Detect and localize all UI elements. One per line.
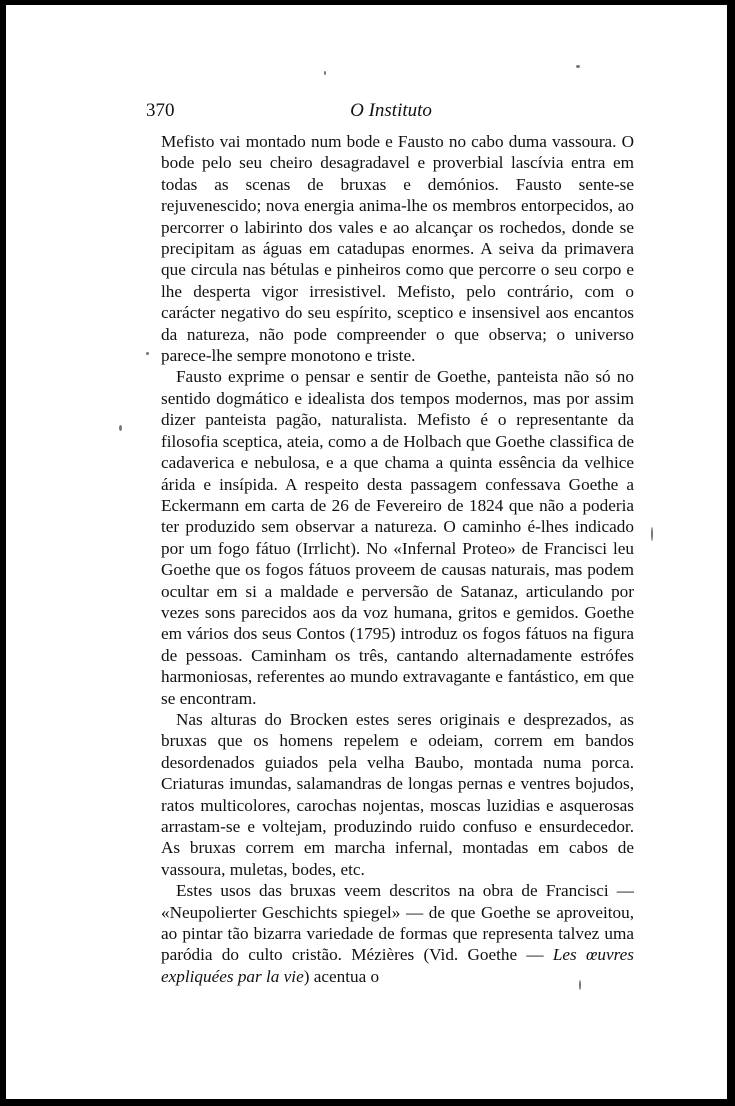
paragraph-1: Mefisto vai montado num bode e Fausto no cabo duma vassoura. O bode pelo seu cheiro desagradavel e proverbial lascívia entra em todas as scenas de bruxas e demónios. Fausto sente-se rejuvenescido; nova energia anima-lhe os membros entorpecidos, ao percorrer o labirinto dos vales e ao alcançar os rochedos, donde se precipitam as águas em catadupas enormes. A seiva da primavera que circula nas bétulas e pinheiros como que percorre o seu corpo e lhe desperta vigor irresistivel. Mefisto, pelo contrário, com o carácter negativo do seu espírito, sceptico e insensivel aos encantos da natureza, não pode compreender o que observa; o universo parece-lhe sempre monotono e triste. — [161, 132, 634, 366]
paper-speck — [651, 527, 653, 541]
paper-speck — [579, 980, 581, 990]
paper-speck — [119, 425, 122, 431]
page-number: 370 — [146, 100, 175, 121]
paragraph-4 — [161, 880, 634, 987]
paragraph-3: Nas alturas do Brocken estes seres originais e desprezados, as bruxas que os homens repelem e odeiam, correm em bandos desordenados guiados pela velha Baubo, montada numa porca. Criaturas imundas, salamandras de longas pernas e ventres bojudos, ratos multicolores, carochas nojentas, moscas luzidias e asquerosas arrastam-se e voltejam, produzindo ruido confuso e ensurdecedor. As bruxas correm em marcha infernal, montadas em cabos de vassoura, muletas, bodes, etc. — [161, 709, 634, 879]
paragraph-4-text-before: Estes usos das bruxas veem descritos na obra de Francisci — «Neupolierter Geschichts spiegel» — de que Goethe se aproveitou, ao pintar tão bizarra variedade de formas que representa talvez uma paródia do culto cristão. Mézières (Vid. Goethe — — [161, 881, 634, 965]
paper-speck — [324, 71, 326, 75]
paper-speck — [146, 352, 149, 355]
page-header — [146, 100, 636, 130]
paragraph-2: Fausto exprime o pensar e sentir de Goethe, panteista não só no sentido dogmático e idealista dos tempos modernos, mas por assim dizer panteista pagão, naturalista. Mefisto é o representante da filosofia sceptica, ateia, como a de Holbach que Goethe classifica de cadaverica e nebulosa, e a que chama a quinta essência da velhice árida e insípida. A respeito desta passagem confessava Goethe a Eckermann em carta de 26 de Fevereiro de 1824 que não a poderia ter produzido sem observar a natureza. O caminho é-lhes indicado por um fogo fátuo (Irrlicht). No «Infernal Proteo» de Francisci leu Goethe que os fogos fátuos proveem de causas naturais, mas podem ocultar em si a maldade e perversão de Satanaz, articulando por vezes sons parecidos aos da voz humana, gritos e gemidos. Goethe em vários dos seus Contos (1795) introduz os fogos fátuos na figura de pessoas. Caminham os três, cantando alternadamente estrófes harmoniosas, referentes ao mundo extravagante e fantástico, em que se encontram. — [161, 367, 634, 708]
paragraph-4-text-after: ) acentua o — [303, 966, 380, 986]
book-title-citation: Les œuvres expliquées par la vie — [161, 945, 634, 986]
paper-speck — [576, 65, 580, 68]
body-text — [161, 131, 634, 987]
running-title: O Instituto — [350, 100, 432, 121]
book-page — [6, 5, 727, 1099]
